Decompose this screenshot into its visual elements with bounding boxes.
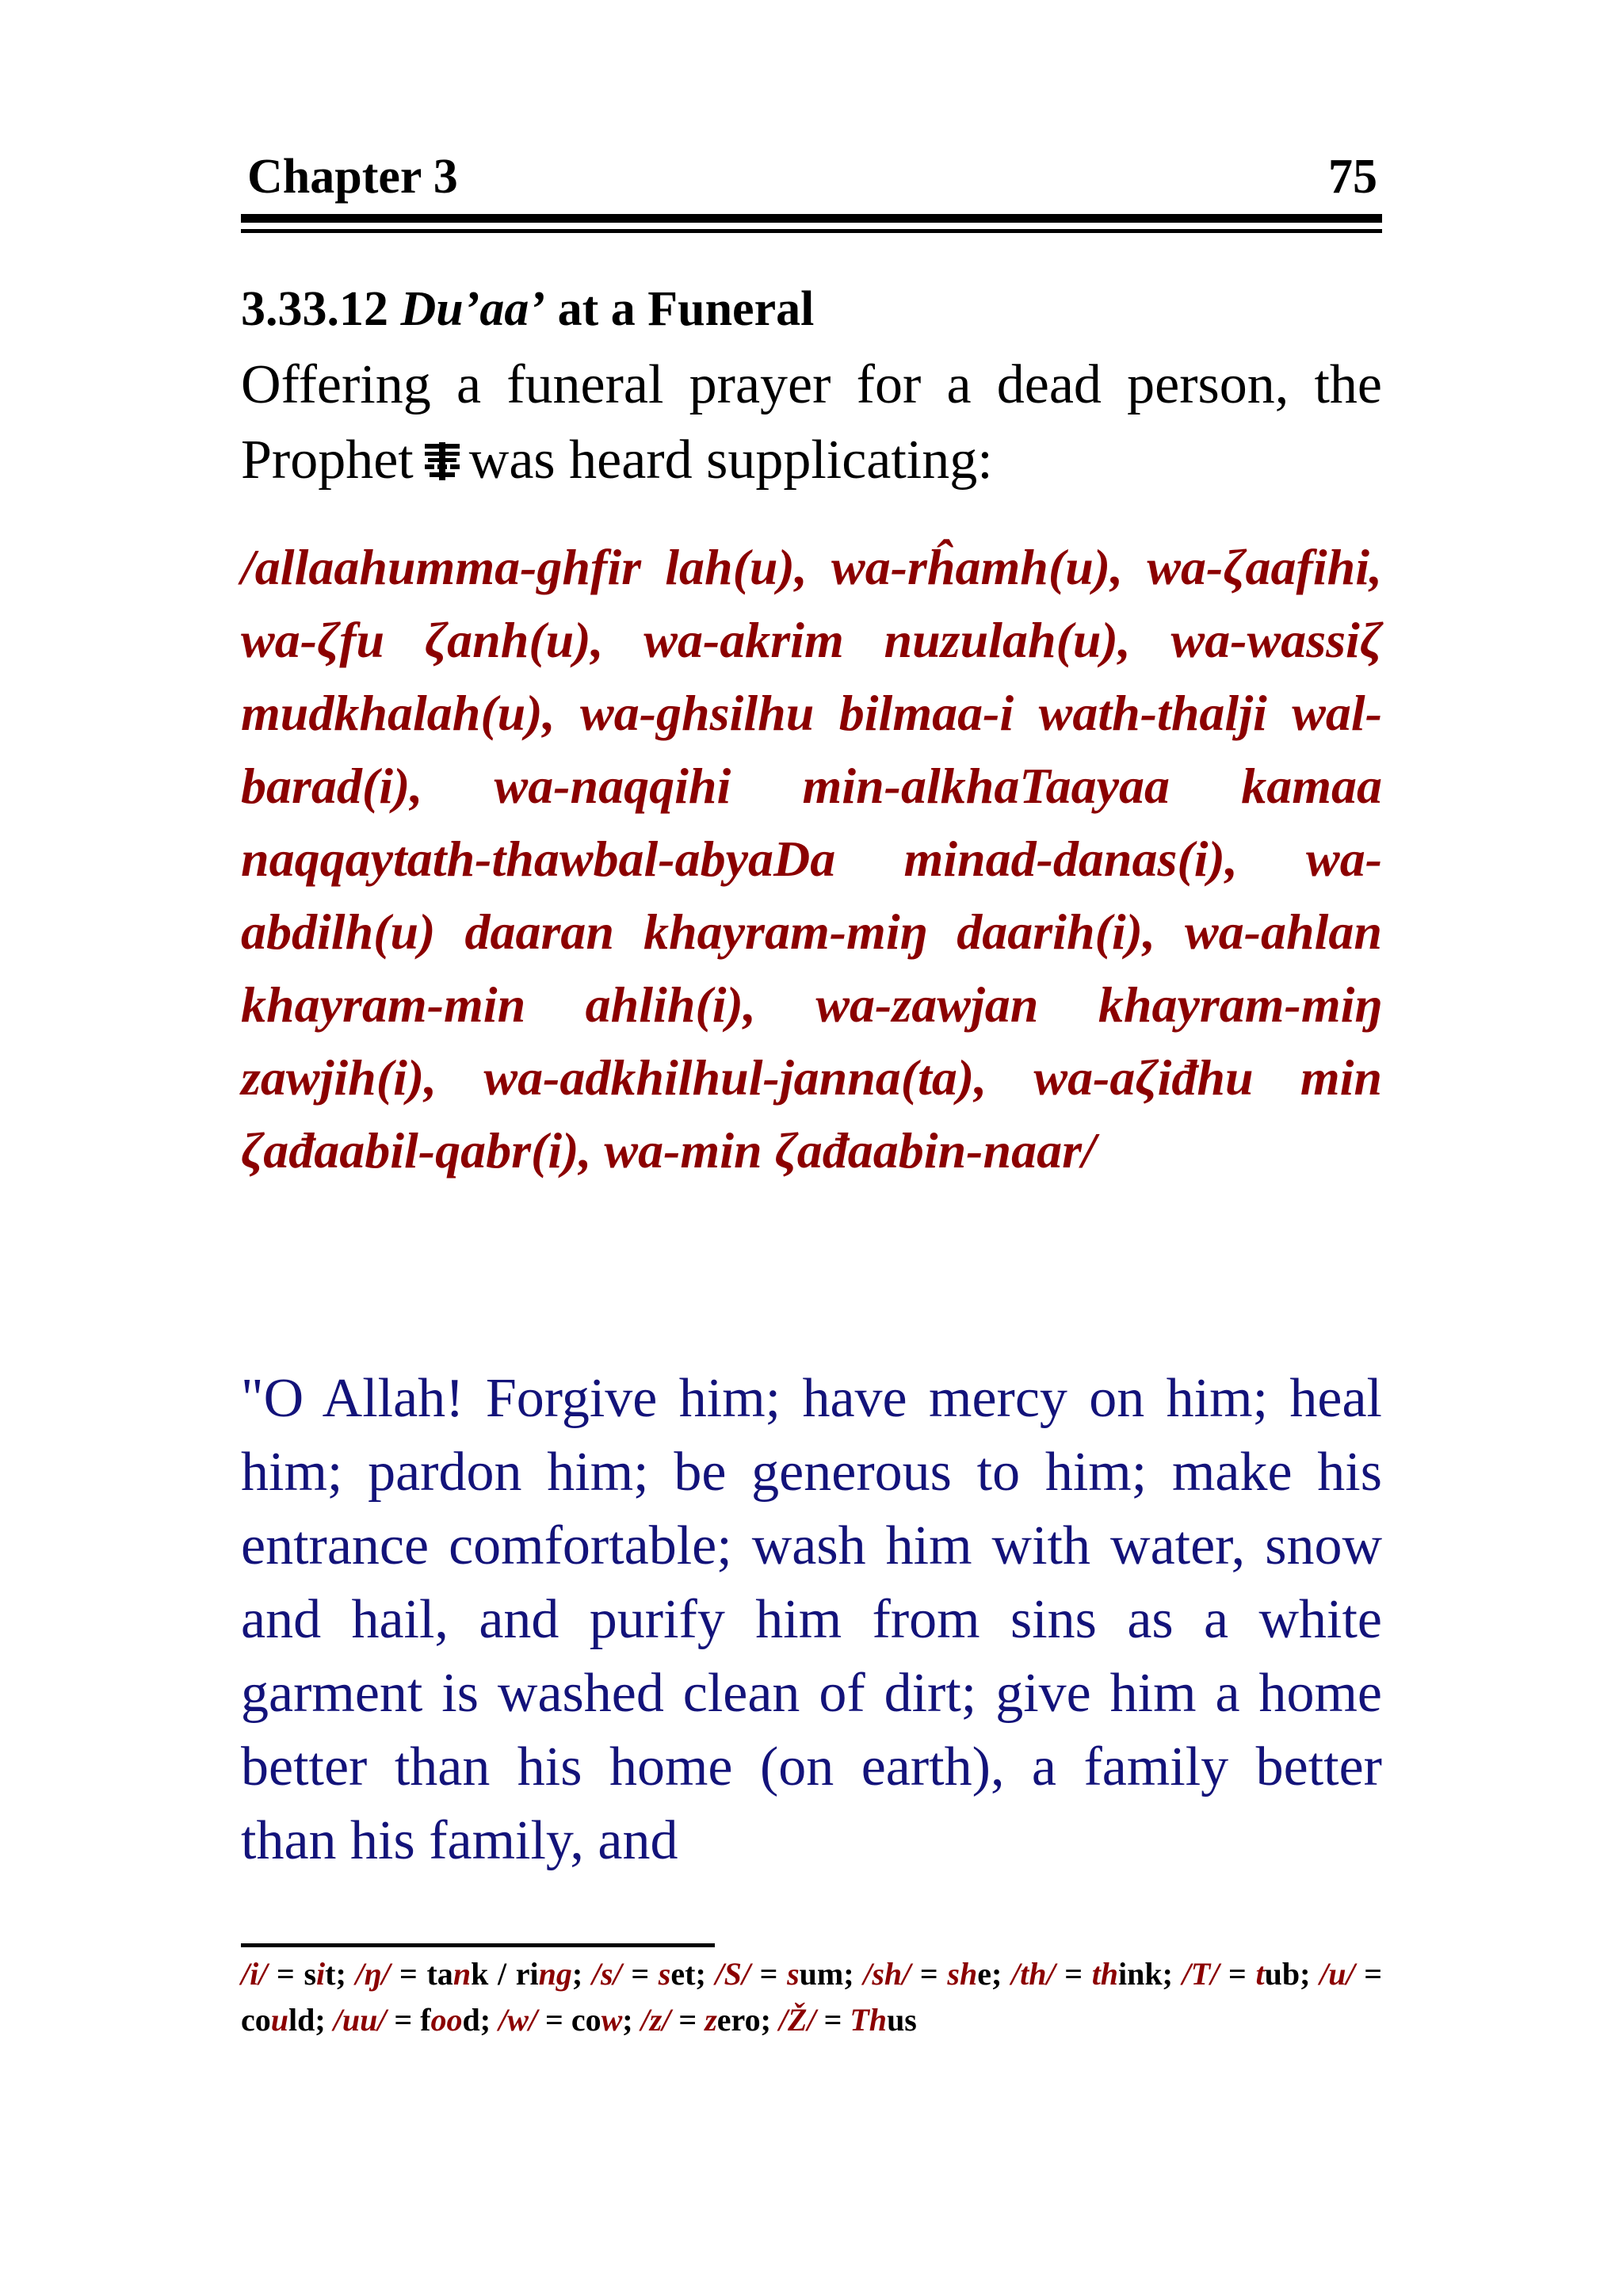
example-highlight: i — [316, 1956, 326, 1992]
footnote-entry: /i/ = sit; — [241, 1956, 346, 1992]
example-highlight: t — [1255, 1956, 1265, 1992]
phoneme-symbol: /i/ — [241, 1956, 268, 1992]
pronunciation-footnote — [241, 1951, 1382, 2043]
phoneme-symbol: /S/ — [715, 1956, 750, 1992]
phoneme-symbol: /w/ — [498, 2002, 538, 2038]
section-term: Du’aa’ — [400, 282, 546, 336]
header-rule-thin — [241, 229, 1382, 233]
example-text: e — [977, 1956, 991, 1992]
dua-transliteration: /allaahumma-ghfir lah(u), wa-rĥamh(u), wa-ζaafihi, wa-ζfu ζanh(u), wa-akrim nuzulah(u), wa-wassiζ mudkhalah(u), wa-ghsilhu bilmaa-i wath-thalji wal-barad(i), wa-naqqihi min-alkhaTaayaa kamaa naqqaytath-thawbal-abyaDa minad-danas(i), wa-abdilh(u) daaran khayram-miŋ daarih(i), wa-ahlan khayram-min ahlih(i), wa-zawjan khayram-miŋ zawjih(i), wa-adkhilhul-janna(ta), wa-aζiđhu min ζađaabil-qabr(i), wa-min ζađaabin-naar/ — [241, 539, 1382, 1179]
phoneme-symbol: /T/ — [1182, 1956, 1220, 1992]
footnote-entry: /T/ = tub; — [1182, 1956, 1311, 1992]
example-text: co — [241, 2002, 271, 2038]
phoneme-symbol: /th/ — [1010, 1956, 1056, 1992]
phoneme-symbol: /ŋ/ — [355, 1956, 391, 1992]
phoneme-symbol: /uu/ — [333, 2002, 387, 2038]
example-text: um — [799, 1956, 844, 1992]
salallahu-alayhi-wasallam-seal-icon — [422, 441, 463, 482]
example-highlight: sh — [947, 1956, 978, 1992]
phoneme-symbol: /s/ — [591, 1956, 622, 1992]
dua-translation: "O Allah! Forgive him; have mercy on him; heal him; pardon him; be generous to him; make his entrance comfortable; wash him with water, snow and hail, and purify him from sins as a white garment is washed clean of dirt; give him a home better than his home (on earth), a family better than his family, and — [241, 1368, 1382, 1871]
phoneme-symbol: /sh/ — [863, 1956, 911, 1992]
section-heading — [241, 281, 1382, 337]
example-text: ub — [1264, 1956, 1300, 1992]
example-text: t — [325, 1956, 336, 1992]
example-highlight: Th — [850, 2002, 888, 2038]
footnote-entry: /th/ = think; — [1010, 1956, 1173, 1992]
example-text: ld — [288, 2002, 315, 2038]
example-highlight: s — [658, 1956, 671, 1992]
footnote-entry: /sh/ = she; — [863, 1956, 1002, 1992]
example-highlight: z — [705, 2002, 717, 2038]
example-highlight: oo — [430, 2002, 463, 2038]
running-header — [241, 150, 1382, 204]
example-highlight: th — [1091, 1956, 1119, 1992]
example-text: co — [571, 2002, 601, 2038]
example-highlight: w — [601, 2002, 623, 2038]
footnote-entry: /u/ = could; — [241, 1956, 1383, 2038]
footnote-entry: /Ž/ = Thus — [778, 2002, 917, 2038]
example-text: ink — [1118, 1956, 1163, 1992]
footnote-entry: /uu/ = food; — [333, 2002, 491, 2038]
section-title-rest: at a Funeral — [557, 282, 815, 336]
section-number: 3.33.12 — [241, 282, 388, 336]
phoneme-symbol: /z/ — [640, 2002, 671, 2038]
footnote-entry: /w/ = cow; — [498, 2002, 633, 2038]
example-highlight: s — [787, 1956, 800, 1992]
example-text: ero — [716, 2002, 761, 2038]
phoneme-symbol: /u/ — [1319, 1956, 1355, 1992]
phoneme-symbol: /Ž/ — [778, 2002, 816, 2038]
footnote-entry: /s/ = set; — [591, 1956, 706, 1992]
example-highlight: ng — [538, 1956, 572, 1992]
footnote-entry: /S/ = sum; — [715, 1956, 854, 1992]
example-text: f — [420, 2002, 431, 2038]
footnote-rule — [241, 1943, 715, 1947]
example-highlight: n — [453, 1956, 472, 1992]
example-text: et — [670, 1956, 696, 1992]
example-text: ta — [426, 1956, 453, 1992]
example-text: k / ri — [471, 1956, 539, 1992]
footnote-entry: /z/ = zero; — [640, 2002, 771, 2038]
example-highlight: u — [270, 2002, 289, 2038]
page-number: 75 — [1328, 150, 1377, 204]
example-text: d — [462, 2002, 480, 2038]
example-text: us — [887, 2002, 917, 2038]
intro-text-part1: Offering a funeral prayer for a dead person, the Prophet — [241, 354, 1382, 491]
header-rule-thick — [241, 214, 1382, 223]
footnote-entry: /ŋ/ = tank / ring; — [355, 1956, 583, 1992]
chapter-label: Chapter 3 — [247, 150, 458, 204]
intro-paragraph — [241, 347, 1382, 498]
example-text: s — [304, 1956, 317, 1992]
intro-text-part2: was heard supplicating: — [468, 430, 993, 491]
